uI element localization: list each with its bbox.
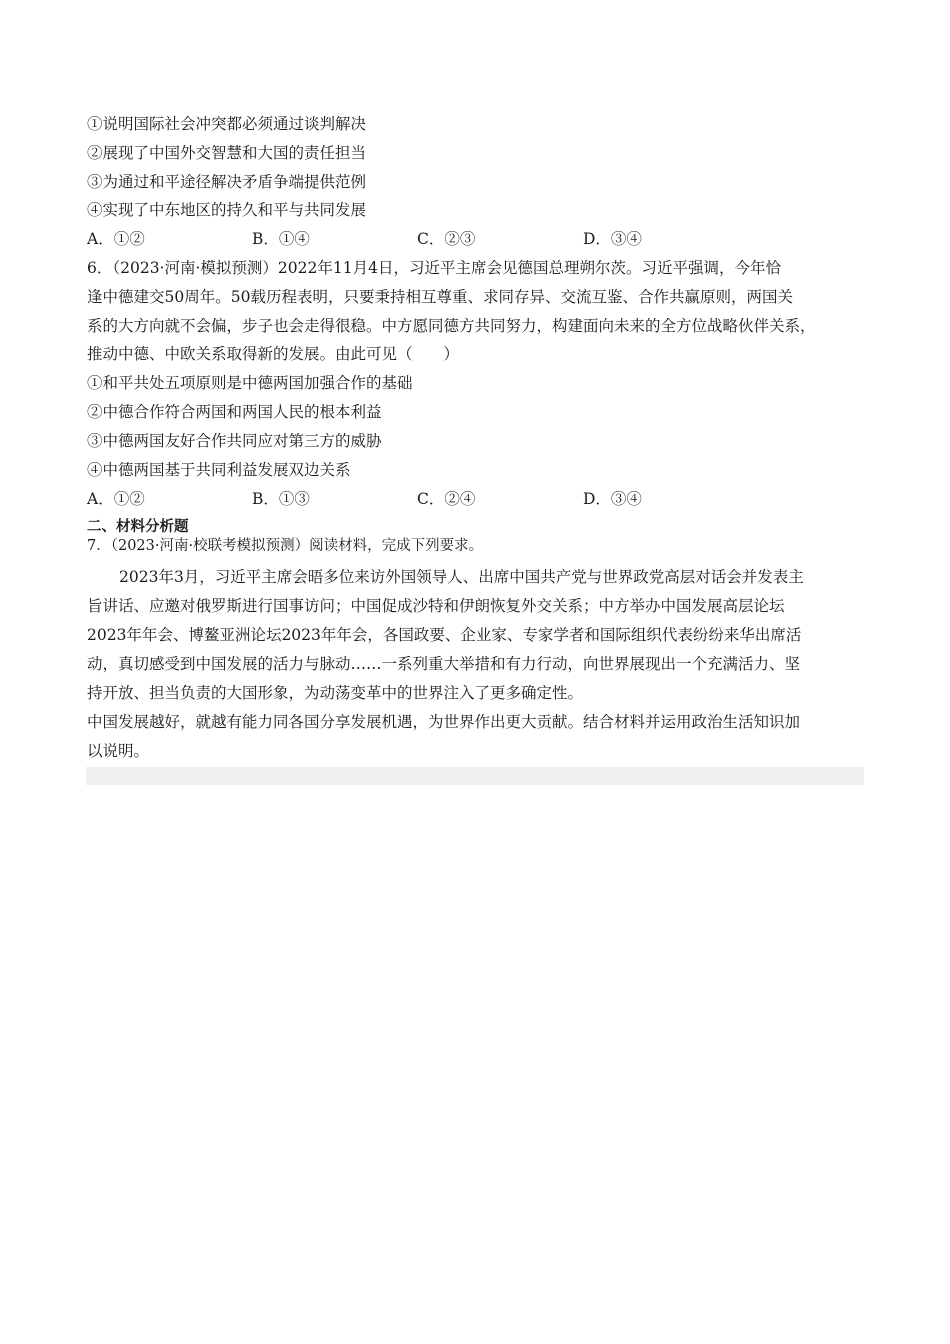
q7-material-line-3: 2023年年会、博鳌亚洲论坛2023年年会，各国政要、企业家、专家学者和国际组织代表纷纷来华出席活 xyxy=(87,626,802,644)
q5-item-3: ③为通过和平途径解决矛盾争端提供范例 xyxy=(87,173,367,191)
q6-stem-line-3: 系的大方向就不会偏，步子也会走得很稳。中方愿同德方共同努力，构建面向未来的全方位战略伙伴关系， xyxy=(87,317,816,335)
q5-item-2: ②展现了中国外交智慧和大国的责任担当 xyxy=(87,144,367,162)
q5-option-d: D．③④ xyxy=(583,230,642,248)
q6-option-d: D．③④ xyxy=(583,490,642,508)
q7-question-line-2: 以说明。 xyxy=(87,742,150,760)
q5-option-b: B．①④ xyxy=(252,230,310,248)
q5-option-c: C．②③ xyxy=(417,230,476,248)
q5-item-1: ①说明国际社会冲突都必须通过谈判解决 xyxy=(87,115,367,133)
q7-question-line-1: 中国发展越好，就越有能力同各国分享发展机遇，为世界作出更大贡献。结合材料并运用政治生活知识加 xyxy=(87,713,801,731)
q6-item-4: ④中德两国基于共同利益发展双边关系 xyxy=(87,461,351,479)
answer-area[interactable] xyxy=(86,767,864,785)
q6-item-2: ②中德合作符合两国和两国人民的根本利益 xyxy=(87,403,382,421)
q7-material-line-2: 旨讲话、应邀对俄罗斯进行国事访问；中国促成沙特和伊朗恢复外交关系；中方举办中国发展高层论坛 xyxy=(87,597,785,615)
section-heading: 二、材料分析题 xyxy=(87,519,189,535)
q7-stem: 7．（2023·河南·校联考模拟预测）阅读材料，完成下列要求。 xyxy=(87,538,484,554)
q6-stem-line-1: 6．（2023·河南·模拟预测）2022年11月4日，习近平主席会见德国总理朔尔茨。习近平强调，今年恰 xyxy=(87,259,781,277)
q7-material-line-1: 2023年3月，习近平主席会晤多位来访外国领导人、出席中国共产党与世界政党高层对话会并发表主 xyxy=(119,568,804,586)
q6-stem-line-4: 推动中德、中欧关系取得新的发展。由此可见（ ） xyxy=(87,345,460,363)
q5-option-a: A．①② xyxy=(87,230,145,248)
q6-item-1: ①和平共处五项原则是中德两国加强合作的基础 xyxy=(87,374,413,392)
q6-option-b: B．①③ xyxy=(252,490,310,508)
q6-option-a: A．①② xyxy=(87,490,145,508)
q7-material-line-4: 动，真切感受到中国发展的活力与脉动……一系列重大举措和有力行动，向世界展现出一个充满活力、坚 xyxy=(87,655,801,673)
q7-material-line-5: 持开放、担当负责的大国形象，为动荡变革中的世界注入了更多确定性。 xyxy=(87,684,584,702)
q6-stem-line-2: 逢中德建交50周年。50载历程表明，只要秉持相互尊重、求同存异、交流互鉴、合作共赢原则，两国关 xyxy=(87,288,793,306)
q6-item-3: ③中德两国友好合作共同应对第三方的威胁 xyxy=(87,432,382,450)
q5-item-4: ④实现了中东地区的持久和平与共同发展 xyxy=(87,201,367,219)
q6-option-c: C．②④ xyxy=(417,490,476,508)
